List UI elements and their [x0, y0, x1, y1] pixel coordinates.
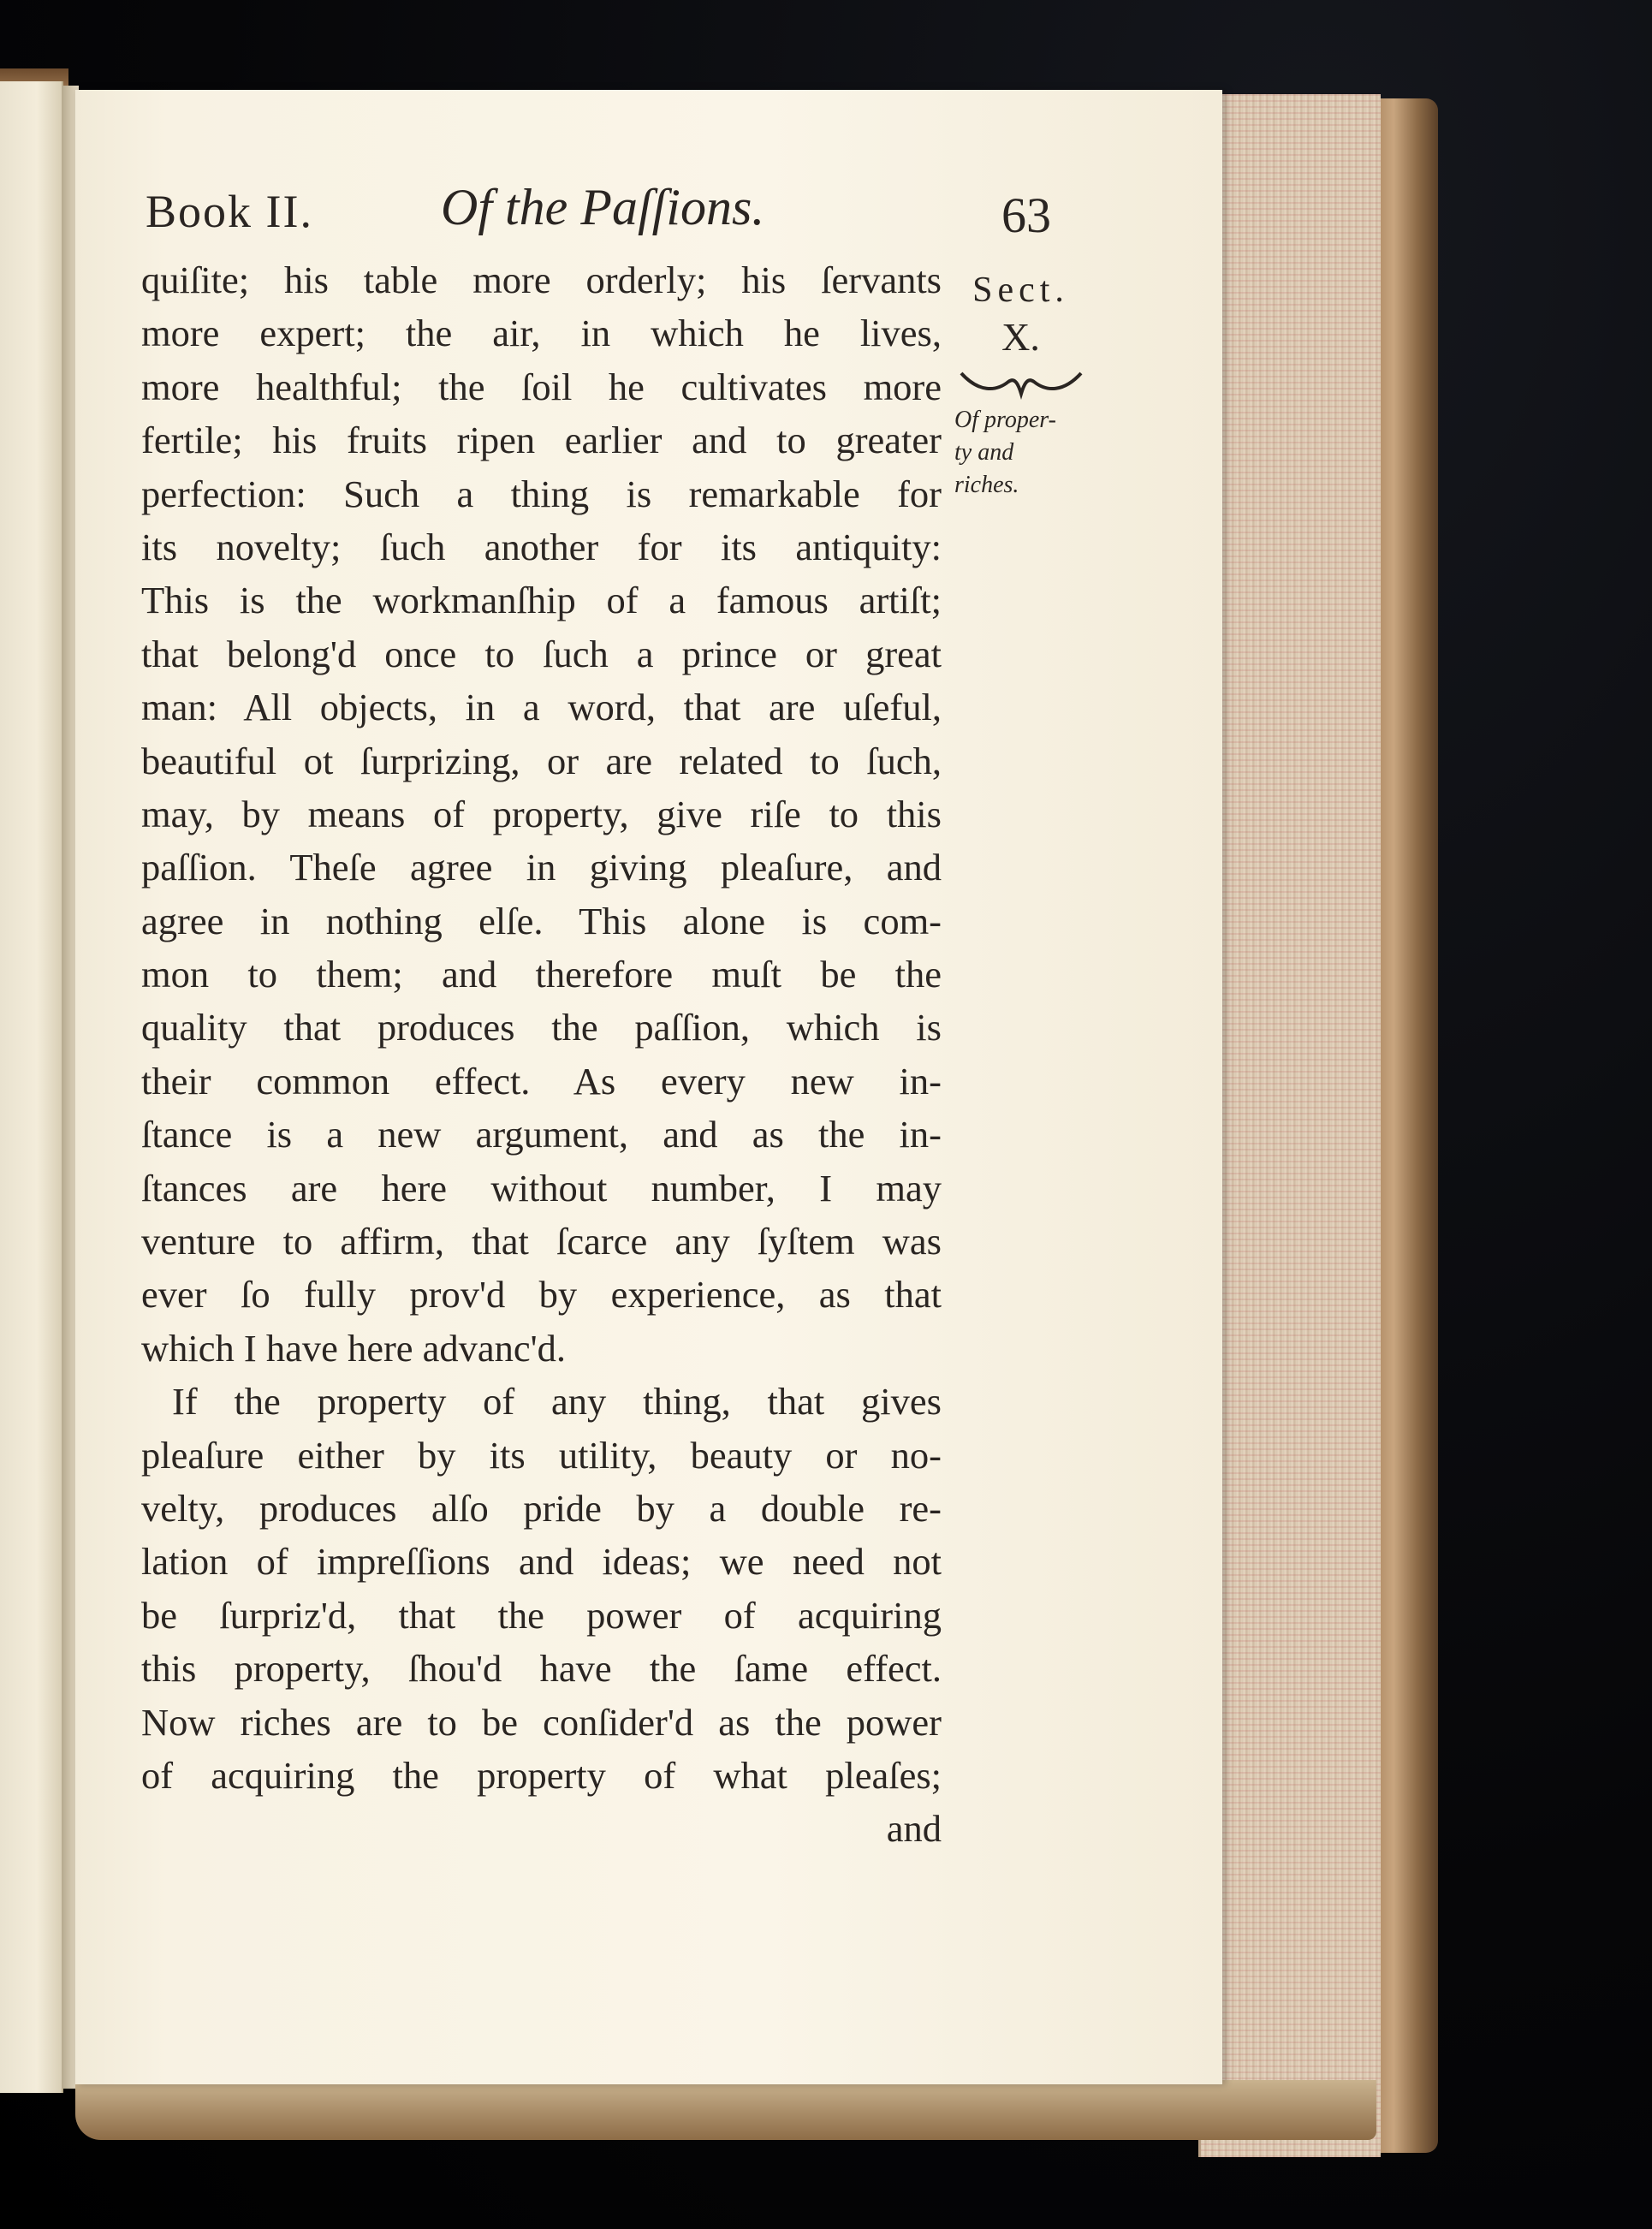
text-line: quiſite; his table more orderly; his ſervants [141, 259, 942, 301]
text-line: perfection: Such a thing is remarkable for [141, 472, 942, 515]
text-line: ſtances are here without number, I may [141, 1166, 942, 1210]
header-title: Of the Paſſions. [441, 179, 765, 235]
facing-page-edge [0, 81, 63, 2093]
text-line: their common effect. As every new in- [141, 1059, 942, 1103]
text-line: This is the workmanſhip of a famous artiſt; [141, 579, 942, 622]
text-line: more healthful; the ſoil he cultivates more [141, 365, 942, 408]
page-fore-edge [1198, 94, 1381, 2157]
body-text [141, 253, 942, 1856]
text-line: of acquiring the property of what pleaſes; [141, 1753, 942, 1797]
text-line: be ſurpriz'd, that the power of acquiring [141, 1593, 942, 1637]
text-line: lation of impreſſions and ideas; we need not [141, 1540, 942, 1584]
text-line: Now riches are to be conſider'd as the power [141, 1700, 942, 1744]
text-line: may, by means of property, give riſe to this [141, 792, 942, 835]
text-line: paſſion. Theſe agree in giving pleaſure, and [141, 846, 942, 889]
note-line: Of proper- [954, 407, 1056, 433]
page-number: 63 [1001, 187, 1051, 243]
text-line: this property, ſhou'd have the ſame effect. [141, 1647, 942, 1691]
text-line: venture to affirm, that ſcarce any ſyſtem was [141, 1220, 942, 1263]
margin-note [950, 270, 1091, 502]
note-line: ty and [954, 439, 1014, 466]
paragraph-start-line: If the property of any thing, that gives [172, 1380, 942, 1424]
text-line: ſtance is a new argument, and as the in- [141, 1113, 942, 1156]
text-line: mon to them; and therefore muſt be the [141, 953, 942, 996]
text-line: its novelty; ſuch another for its antiquity: [141, 525, 942, 568]
text-line: that belong'd once to ſuch a prince or great [141, 632, 942, 675]
text-line: pleaſure either by its utility, beauty or no- [141, 1433, 942, 1477]
text-line: agree in nothing elſe. This alone is com- [141, 899, 942, 942]
catchword: and [886, 1807, 942, 1851]
text-line: quality that produces the paſſion, which is [141, 1006, 942, 1049]
running-header [146, 178, 1087, 255]
section-label: Sect. [972, 270, 1069, 310]
curly-brace-icon [957, 366, 1085, 401]
note-line: riches. [954, 472, 1019, 498]
text-line: more expert; the air, in which he lives, [141, 312, 942, 355]
section-number: X. [1001, 315, 1040, 359]
text-line: which I have here advanc'd. [141, 1326, 567, 1370]
text-line: ever ſo fully prov'd by experience, as that [141, 1273, 942, 1317]
header-book: Book II. [146, 186, 313, 237]
book-bottom-cover [75, 2080, 1376, 2140]
text-line: velty, produces alſo pride by a double re- [141, 1486, 942, 1530]
text-line: fertile; his fruits ripen earlier and to greater [141, 419, 942, 462]
text-line: beautiful ot ſurprizing, or are related to ſuch, [141, 739, 942, 782]
text-line: man: All objects, in a word, that are uſeful, [141, 686, 942, 729]
